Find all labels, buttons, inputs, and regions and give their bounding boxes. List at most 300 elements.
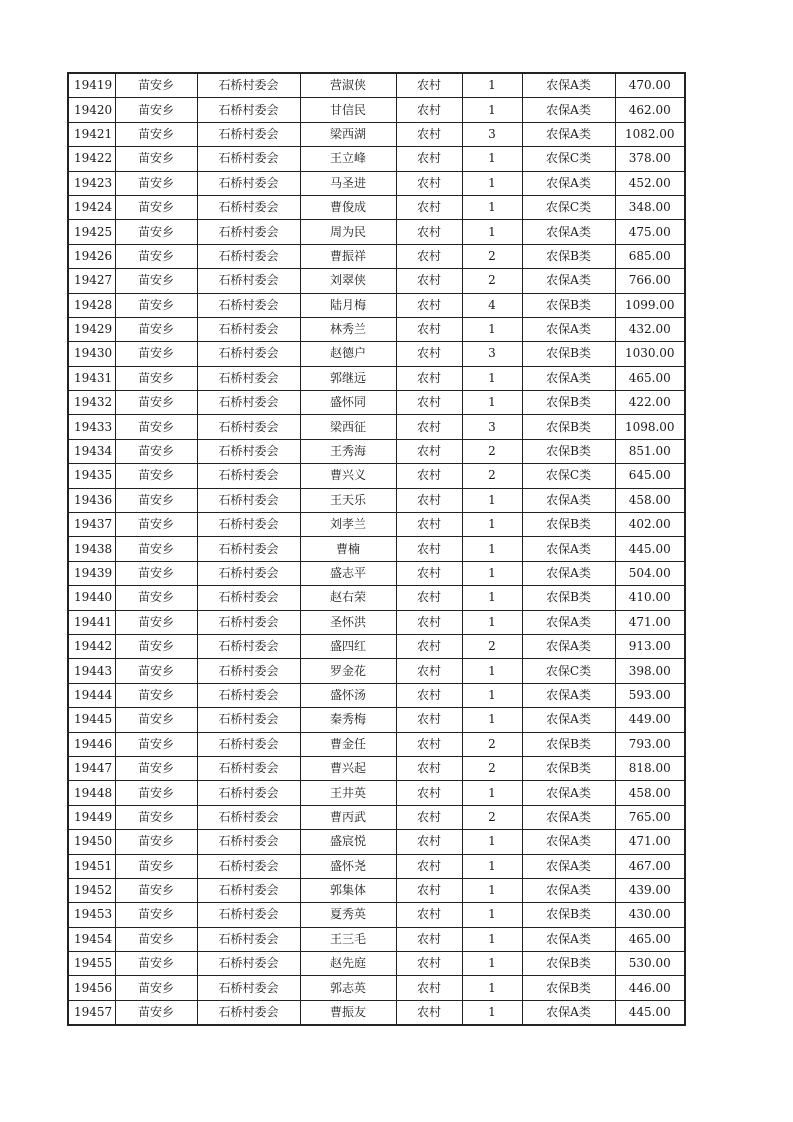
cell-category: 农保B类 (522, 952, 615, 976)
cell-household-size: 1 (462, 659, 522, 683)
cell-id: 19422 (68, 147, 115, 171)
cell-type: 农村 (396, 927, 462, 951)
cell-name: 曹俊成 (300, 195, 396, 219)
cell-type: 农村 (396, 976, 462, 1000)
cell-type: 农村 (396, 756, 462, 780)
cell-village-committee: 石桥村委会 (197, 366, 300, 390)
cell-household-size: 1 (462, 952, 522, 976)
cell-village-committee: 石桥村委会 (197, 342, 300, 366)
cell-village-committee: 石桥村委会 (197, 537, 300, 561)
cell-category: 农保A类 (522, 1000, 615, 1025)
cell-household-size: 1 (462, 878, 522, 902)
cell-category: 农保A类 (522, 683, 615, 707)
cell-amount: 465.00 (615, 366, 685, 390)
cell-amount: 439.00 (615, 878, 685, 902)
cell-id: 19454 (68, 927, 115, 951)
cell-category: 农保A类 (522, 488, 615, 512)
cell-village-committee: 石桥村委会 (197, 464, 300, 488)
cell-name: 罗金花 (300, 659, 396, 683)
cell-category: 农保A类 (522, 781, 615, 805)
cell-village-committee: 石桥村委会 (197, 244, 300, 268)
cell-id: 19436 (68, 488, 115, 512)
cell-township: 苗安乡 (115, 73, 197, 98)
table-row (68, 634, 685, 658)
table-row (68, 903, 685, 927)
cell-village-committee: 石桥村委会 (197, 634, 300, 658)
table-row (68, 195, 685, 219)
cell-amount: 685.00 (615, 244, 685, 268)
cell-household-size: 2 (462, 269, 522, 293)
cell-amount: 465.00 (615, 927, 685, 951)
cell-name: 赵德户 (300, 342, 396, 366)
cell-township: 苗安乡 (115, 415, 197, 439)
cell-township: 苗安乡 (115, 122, 197, 146)
cell-village-committee: 石桥村委会 (197, 805, 300, 829)
cell-amount: 530.00 (615, 952, 685, 976)
cell-township: 苗安乡 (115, 781, 197, 805)
cell-id: 19446 (68, 732, 115, 756)
cell-township: 苗安乡 (115, 561, 197, 585)
cell-type: 农村 (396, 366, 462, 390)
table-row (68, 976, 685, 1000)
cell-name: 刘孝兰 (300, 513, 396, 537)
cell-id: 19419 (68, 73, 115, 98)
cell-name: 赵先庭 (300, 952, 396, 976)
cell-village-committee: 石桥村委会 (197, 171, 300, 195)
cell-id: 19431 (68, 366, 115, 390)
cell-household-size: 2 (462, 732, 522, 756)
cell-amount: 348.00 (615, 195, 685, 219)
cell-category: 农保A类 (522, 854, 615, 878)
cell-household-size: 1 (462, 927, 522, 951)
table-row (68, 269, 685, 293)
cell-amount: 402.00 (615, 513, 685, 537)
cell-name: 郭集体 (300, 878, 396, 902)
cell-township: 苗安乡 (115, 391, 197, 415)
cell-amount: 398.00 (615, 659, 685, 683)
cell-id: 19455 (68, 952, 115, 976)
cell-household-size: 1 (462, 708, 522, 732)
cell-amount: 1098.00 (615, 415, 685, 439)
cell-village-committee: 石桥村委会 (197, 488, 300, 512)
cell-id: 19423 (68, 171, 115, 195)
cell-id: 19437 (68, 513, 115, 537)
cell-type: 农村 (396, 878, 462, 902)
cell-household-size: 2 (462, 805, 522, 829)
cell-township: 苗安乡 (115, 976, 197, 1000)
cell-township: 苗安乡 (115, 683, 197, 707)
cell-village-committee: 石桥村委会 (197, 561, 300, 585)
table-row (68, 952, 685, 976)
table-row (68, 122, 685, 146)
table-row (68, 830, 685, 854)
cell-id: 19456 (68, 976, 115, 1000)
cell-amount: 1030.00 (615, 342, 685, 366)
cell-household-size: 1 (462, 683, 522, 707)
cell-township: 苗安乡 (115, 830, 197, 854)
cell-name: 王三毛 (300, 927, 396, 951)
cell-id: 19421 (68, 122, 115, 146)
cell-type: 农村 (396, 488, 462, 512)
cell-village-committee: 石桥村委会 (197, 220, 300, 244)
cell-village-committee: 石桥村委会 (197, 952, 300, 976)
cell-type: 农村 (396, 952, 462, 976)
cell-id: 19424 (68, 195, 115, 219)
cell-household-size: 1 (462, 171, 522, 195)
cell-type: 农村 (396, 171, 462, 195)
cell-amount: 766.00 (615, 269, 685, 293)
cell-household-size: 1 (462, 73, 522, 98)
cell-township: 苗安乡 (115, 732, 197, 756)
cell-category: 农保B类 (522, 513, 615, 537)
cell-village-committee: 石桥村委会 (197, 708, 300, 732)
cell-type: 农村 (396, 513, 462, 537)
table-row (68, 439, 685, 463)
cell-household-size: 1 (462, 830, 522, 854)
cell-household-size: 1 (462, 195, 522, 219)
cell-amount: 432.00 (615, 317, 685, 341)
cell-name: 圣怀洪 (300, 610, 396, 634)
cell-category: 农保C类 (522, 147, 615, 171)
table-row (68, 147, 685, 171)
cell-type: 农村 (396, 439, 462, 463)
cell-name: 盛怀同 (300, 391, 396, 415)
cell-name: 郭志英 (300, 976, 396, 1000)
cell-village-committee: 石桥村委会 (197, 756, 300, 780)
cell-id: 19430 (68, 342, 115, 366)
cell-amount: 430.00 (615, 903, 685, 927)
cell-village-committee: 石桥村委会 (197, 73, 300, 98)
cell-amount: 446.00 (615, 976, 685, 1000)
cell-id: 19426 (68, 244, 115, 268)
cell-category: 农保C类 (522, 464, 615, 488)
cell-village-committee: 石桥村委会 (197, 732, 300, 756)
table-row (68, 366, 685, 390)
cell-township: 苗安乡 (115, 513, 197, 537)
table-row (68, 659, 685, 683)
cell-township: 苗安乡 (115, 1000, 197, 1025)
cell-id: 19441 (68, 610, 115, 634)
cell-id: 19435 (68, 464, 115, 488)
cell-type: 农村 (396, 1000, 462, 1025)
cell-amount: 458.00 (615, 781, 685, 805)
cell-township: 苗安乡 (115, 488, 197, 512)
cell-name: 王立峰 (300, 147, 396, 171)
cell-village-committee: 石桥村委会 (197, 195, 300, 219)
cell-village-committee: 石桥村委会 (197, 415, 300, 439)
table-row (68, 1000, 685, 1025)
cell-household-size: 1 (462, 488, 522, 512)
table-row (68, 805, 685, 829)
cell-township: 苗安乡 (115, 756, 197, 780)
cell-id: 19444 (68, 683, 115, 707)
cell-household-size: 1 (462, 317, 522, 341)
cell-category: 农保B类 (522, 439, 615, 463)
cell-category: 农保B类 (522, 903, 615, 927)
cell-household-size: 1 (462, 366, 522, 390)
cell-village-committee: 石桥村委会 (197, 147, 300, 171)
table-row (68, 293, 685, 317)
cell-amount: 458.00 (615, 488, 685, 512)
cell-type: 农村 (396, 854, 462, 878)
cell-household-size: 3 (462, 122, 522, 146)
cell-id: 19448 (68, 781, 115, 805)
cell-category: 农保A类 (522, 610, 615, 634)
table-row (68, 513, 685, 537)
cell-township: 苗安乡 (115, 903, 197, 927)
table-row (68, 464, 685, 488)
cell-village-committee: 石桥村委会 (197, 610, 300, 634)
cell-id: 19433 (68, 415, 115, 439)
cell-township: 苗安乡 (115, 342, 197, 366)
cell-name: 曹振祥 (300, 244, 396, 268)
cell-household-size: 1 (462, 976, 522, 1000)
cell-category: 农保A类 (522, 634, 615, 658)
table-row (68, 610, 685, 634)
cell-id: 19442 (68, 634, 115, 658)
table-row (68, 98, 685, 122)
table-row (68, 391, 685, 415)
cell-name: 梁西湖 (300, 122, 396, 146)
cell-category: 农保A类 (522, 830, 615, 854)
cell-township: 苗安乡 (115, 634, 197, 658)
table-row (68, 756, 685, 780)
cell-amount: 410.00 (615, 586, 685, 610)
cell-village-committee: 石桥村委会 (197, 293, 300, 317)
cell-category: 农保B类 (522, 391, 615, 415)
cell-household-size: 3 (462, 342, 522, 366)
cell-township: 苗安乡 (115, 854, 197, 878)
cell-amount: 471.00 (615, 830, 685, 854)
cell-type: 农村 (396, 73, 462, 98)
table-row (68, 781, 685, 805)
cell-id: 19438 (68, 537, 115, 561)
cell-township: 苗安乡 (115, 244, 197, 268)
cell-amount: 913.00 (615, 634, 685, 658)
cell-name: 曹金任 (300, 732, 396, 756)
table-row (68, 220, 685, 244)
table-row (68, 488, 685, 512)
cell-id: 19428 (68, 293, 115, 317)
cell-type: 农村 (396, 659, 462, 683)
cell-name: 盛怀尧 (300, 854, 396, 878)
cell-name: 曹兴义 (300, 464, 396, 488)
cell-township: 苗安乡 (115, 147, 197, 171)
cell-name: 曹振友 (300, 1000, 396, 1025)
cell-village-committee: 石桥村委会 (197, 830, 300, 854)
cell-township: 苗安乡 (115, 98, 197, 122)
table-row (68, 878, 685, 902)
cell-name: 马圣进 (300, 171, 396, 195)
cell-township: 苗安乡 (115, 366, 197, 390)
cell-type: 农村 (396, 317, 462, 341)
cell-village-committee: 石桥村委会 (197, 269, 300, 293)
cell-category: 农保B类 (522, 244, 615, 268)
cell-household-size: 1 (462, 561, 522, 585)
table-row (68, 73, 685, 98)
cell-village-committee: 石桥村委会 (197, 903, 300, 927)
cell-category: 农保A类 (522, 878, 615, 902)
cell-township: 苗安乡 (115, 586, 197, 610)
cell-category: 农保A类 (522, 708, 615, 732)
cell-id: 19445 (68, 708, 115, 732)
cell-amount: 467.00 (615, 854, 685, 878)
cell-township: 苗安乡 (115, 293, 197, 317)
cell-household-size: 2 (462, 464, 522, 488)
cell-name: 曹兴起 (300, 756, 396, 780)
cell-type: 农村 (396, 293, 462, 317)
table-row (68, 586, 685, 610)
cell-id: 19449 (68, 805, 115, 829)
cell-household-size: 1 (462, 391, 522, 415)
cell-name: 周为民 (300, 220, 396, 244)
cell-category: 农保A类 (522, 805, 615, 829)
cell-category: 农保B类 (522, 732, 615, 756)
cell-category: 农保A类 (522, 73, 615, 98)
cell-amount: 793.00 (615, 732, 685, 756)
cell-id: 19440 (68, 586, 115, 610)
cell-name: 刘翠侠 (300, 269, 396, 293)
cell-amount: 851.00 (615, 439, 685, 463)
cell-household-size: 1 (462, 610, 522, 634)
cell-household-size: 1 (462, 513, 522, 537)
cell-id: 19434 (68, 439, 115, 463)
cell-type: 农村 (396, 634, 462, 658)
cell-type: 农村 (396, 195, 462, 219)
cell-category: 农保A类 (522, 366, 615, 390)
cell-name: 赵右荣 (300, 586, 396, 610)
cell-category: 农保A类 (522, 537, 615, 561)
cell-type: 农村 (396, 464, 462, 488)
cell-name: 林秀兰 (300, 317, 396, 341)
cell-township: 苗安乡 (115, 439, 197, 463)
cell-name: 王秀海 (300, 439, 396, 463)
cell-township: 苗安乡 (115, 708, 197, 732)
cell-household-size: 2 (462, 756, 522, 780)
cell-village-committee: 石桥村委会 (197, 659, 300, 683)
cell-household-size: 1 (462, 220, 522, 244)
cell-id: 19443 (68, 659, 115, 683)
cell-village-committee: 石桥村委会 (197, 439, 300, 463)
cell-village-committee: 石桥村委会 (197, 781, 300, 805)
cell-type: 农村 (396, 781, 462, 805)
table-row (68, 415, 685, 439)
cell-household-size: 4 (462, 293, 522, 317)
cell-type: 农村 (396, 830, 462, 854)
cell-category: 农保B类 (522, 976, 615, 1000)
cell-household-size: 1 (462, 781, 522, 805)
cell-type: 农村 (396, 98, 462, 122)
cell-household-size: 2 (462, 244, 522, 268)
cell-type: 农村 (396, 244, 462, 268)
cell-amount: 445.00 (615, 1000, 685, 1025)
cell-type: 农村 (396, 269, 462, 293)
cell-township: 苗安乡 (115, 537, 197, 561)
table-row (68, 683, 685, 707)
cell-category: 农保B类 (522, 756, 615, 780)
cell-household-size: 1 (462, 854, 522, 878)
cell-township: 苗安乡 (115, 952, 197, 976)
cell-village-committee: 石桥村委会 (197, 122, 300, 146)
data-table (67, 72, 686, 1026)
cell-type: 农村 (396, 610, 462, 634)
cell-name: 王天乐 (300, 488, 396, 512)
cell-type: 农村 (396, 732, 462, 756)
cell-name: 夏秀英 (300, 903, 396, 927)
cell-id: 19439 (68, 561, 115, 585)
cell-category: 农保C类 (522, 659, 615, 683)
cell-id: 19452 (68, 878, 115, 902)
cell-type: 农村 (396, 805, 462, 829)
table-row (68, 927, 685, 951)
cell-amount: 422.00 (615, 391, 685, 415)
cell-name: 盛宸悦 (300, 830, 396, 854)
cell-category: 农保A类 (522, 317, 615, 341)
cell-type: 农村 (396, 391, 462, 415)
cell-township: 苗安乡 (115, 878, 197, 902)
cell-id: 19425 (68, 220, 115, 244)
cell-household-size: 1 (462, 586, 522, 610)
cell-household-size: 1 (462, 98, 522, 122)
cell-amount: 593.00 (615, 683, 685, 707)
cell-id: 19453 (68, 903, 115, 927)
cell-township: 苗安乡 (115, 317, 197, 341)
cell-household-size: 1 (462, 147, 522, 171)
cell-category: 农保A类 (522, 561, 615, 585)
cell-category: 农保A类 (522, 927, 615, 951)
cell-type: 农村 (396, 220, 462, 244)
cell-amount: 818.00 (615, 756, 685, 780)
cell-township: 苗安乡 (115, 464, 197, 488)
cell-type: 农村 (396, 415, 462, 439)
cell-name: 盛怀汤 (300, 683, 396, 707)
cell-township: 苗安乡 (115, 610, 197, 634)
cell-amount: 445.00 (615, 537, 685, 561)
cell-type: 农村 (396, 903, 462, 927)
cell-household-size: 3 (462, 415, 522, 439)
cell-amount: 470.00 (615, 73, 685, 98)
cell-name: 甘信民 (300, 98, 396, 122)
table-row (68, 561, 685, 585)
cell-amount: 765.00 (615, 805, 685, 829)
cell-category: 农保B类 (522, 342, 615, 366)
table-row (68, 854, 685, 878)
cell-category: 农保B类 (522, 586, 615, 610)
cell-amount: 645.00 (615, 464, 685, 488)
cell-amount: 452.00 (615, 171, 685, 195)
cell-id: 19429 (68, 317, 115, 341)
cell-category: 农保B类 (522, 293, 615, 317)
cell-type: 农村 (396, 683, 462, 707)
cell-category: 农保A类 (522, 98, 615, 122)
cell-name: 盛四红 (300, 634, 396, 658)
cell-id: 19427 (68, 269, 115, 293)
cell-id: 19447 (68, 756, 115, 780)
table-body (68, 73, 685, 1025)
cell-village-committee: 石桥村委会 (197, 586, 300, 610)
table-row (68, 244, 685, 268)
cell-amount: 462.00 (615, 98, 685, 122)
cell-type: 农村 (396, 122, 462, 146)
cell-name: 营淑侠 (300, 73, 396, 98)
cell-amount: 1099.00 (615, 293, 685, 317)
cell-type: 农村 (396, 708, 462, 732)
cell-type: 农村 (396, 342, 462, 366)
cell-category: 农保C类 (522, 195, 615, 219)
cell-category: 农保A类 (522, 122, 615, 146)
cell-name: 郭继远 (300, 366, 396, 390)
cell-name: 秦秀梅 (300, 708, 396, 732)
